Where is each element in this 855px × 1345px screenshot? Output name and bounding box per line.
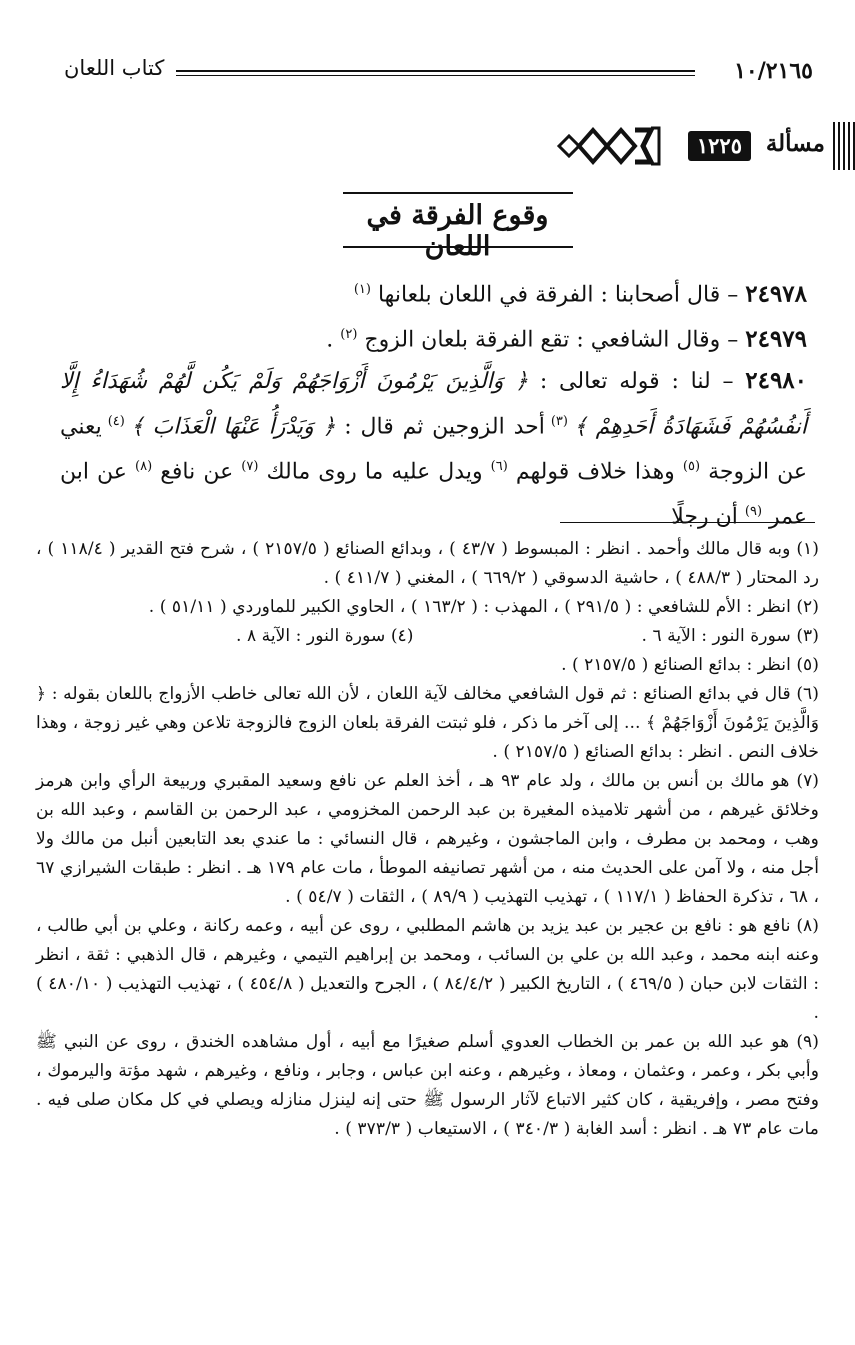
running-header (64, 56, 813, 90)
quran-quote: ﴿ وَيَدْرَأُ عَنْهَا الْعَذَابَ ﴾ (130, 413, 336, 439)
footnote-9: (٩) هو عبد الله بن عمر بن الخطاب العدوي أسلم صغيرًا مع أبيه ، أول مشاهده الخندق ، روى عن النبي ﷺ وأبي بكر ، وعمر ، وعثمان ، ومعاذ ، وغيرهم ، وعنه ابن عباس ، وجابر ، ونافع ، وغيرهم ، شهد مؤتة واليرموك ، وفتح مصر ، وإفريقية ، كان كثير الاتباع لآثار الرسول ﷺ حتى إنه لينزل منازله ويصلي في كل مكان صلى فيه . مات عام ٧٣ هـ . انظر : أسد الغابة ( ٣٤٠/٣ ) ، الاستيعاب ( ٣٧٣/٣ ) . (36, 1032, 819, 1139)
footnotes (36, 535, 819, 1144)
banner-bars-ornament (831, 122, 855, 170)
footnote-8: (٨) نافع هو : نافع بن عجير بن عبد يزيد بن هاشم المطلبي ، روى عن أبيه ، وعمه ركانة ، وعلي بن أبي طالب ، وعنه ابنه محمد ، وعبد الله بن علي بن السائب ، ومحمد بن إبراهيم التيمي ، وغيرهم ، قال الذهبي : ثقة ، انظر : الثقات لابن حبان ( ٤٦٩/٥ ) ، التاريخ الكبير ( ٨٤/٤/٢ ) ، الجرح والتعديل ( ٤٥٤/٨ ) ، تهذيب التهذيب ( ٤٨٠/١٠ ) . (36, 916, 819, 1023)
paragraph-number: ٢٤٩٨٠ (745, 366, 808, 394)
footnote-6: (٦) قال في بدائع الصنائع : ثم قول الشافعي مخالف لآية اللعان ، لأن الله تعالى خاطب الأزواج باللعان بقوله : ﴿ وَالَّذِينَ يَرْمُونَ أَزْوَاجَهُمْ ﴾ ... إلى آخر ما ذكر ، فلو ثبتت الفرقة بلعان الزوج فالزوجة تلاعن وهي غير زوجة ، وهذا خلاف النص . انظر : بدائع الصنائع ( ٢١٥٧/٥ ) . (36, 684, 819, 762)
footnote-3: (٣) سورة النور : الآية ٦ . (641, 626, 819, 646)
paragraph-text: يعني عن الزوجة (60, 413, 808, 485)
paragraph-number: ٢٤٩٧٨ (745, 280, 807, 308)
paragraph-24978 (60, 270, 807, 315)
footnote-ref: (٢) (340, 327, 358, 343)
paragraph-text: ويدل عليه ما روى مالك (258, 459, 491, 485)
page-reference: ١٠/٢١٦٥ (734, 58, 813, 84)
paragraph-text: – وقال الشافعي : تقع الفرقة بلعان الزوج (357, 327, 746, 353)
footnote-ref: (٣) (544, 413, 574, 429)
issue-banner (555, 122, 855, 170)
footnote-ref: (٨) (135, 458, 153, 474)
issue-number: ١٢٢٥ (688, 131, 751, 161)
footnote-ref: (٧) (241, 458, 259, 474)
paragraph-text: عن نافع (152, 459, 242, 485)
section-title: وقوع الفرقة في اللعان (366, 200, 549, 262)
book-title: كتاب اللعان (64, 56, 165, 80)
paragraph-text: – لنا : قوله تعالى : (528, 368, 746, 394)
title-bottom-rule (343, 246, 573, 248)
paragraph-24980 (60, 361, 807, 538)
paragraph-text: عن ابن عمر (60, 459, 807, 530)
title-top-rule (343, 192, 573, 194)
footnote-separator (560, 522, 815, 523)
quran-quote: ﴿ وَالَّذِينَ يَرْمُونَ أَزْوَاجَهُمْ وَلَمْ يَكُن لَّهُمْ شُهَدَاءُ إِلَّا أَنفُسُهُمْ فَشَهَادَةُ أَحَدِهِمْ ﴾ (60, 368, 807, 439)
paragraph-24979 (60, 315, 807, 360)
issue-label: مسألة (765, 130, 825, 157)
paragraph-number: ٢٤٩٧٩ (745, 325, 807, 353)
footnote-1: (١) وبه قال مالك وأحمد . انظر : المبسوط ( ٤٣/٧ ) ، وبدائع الصنائع ( ٢١٥٧/٥ ) ، شرح فتح القدير ( ١١٨/٤ ) ، رد المحتار ( ٤٨٨/٣ ) ، حاشية الدسوقي ( ٦٦٩/٢ ) ، المغني ( ٤١١/٧ ) . (36, 539, 819, 588)
paragraph-text: أن رجلًا (671, 504, 745, 530)
footnote-5: (٥) انظر : بدائع الصنائع ( ٢١٥٧/٥ ) . (561, 655, 819, 675)
footnote-7: (٧) هو مالك بن أنس بن مالك ، ولد عام ٩٣ هـ ، أخذ العلم عن نافع وسعيد المقبري وربيعة الرأي وابن هرمز وخلائق غيرهم ، من أشهر تلاميذه المغيرة بن عبد الرحمن المخزومي ، عبد الرحمن بن القاسم ، وعبد الله بن وهب ، ومحمد بن مطرف ، وابن الماجشون ، وغيرهم ، قال النسائي : ما عندي بعد التابعين أنبل من مالك ولا أجل منه ، ولا آمن على الحديث منه ، من أشهر تصانيفه الموطأ ، مات عام ١٧٩ هـ . انظر : طبقات الشيرازي ٦٧ ، ٦٨ ، تذكرة الحفاظ ( ١١٧/١ ) ، تهذيب التهذيب ( ٨٩/٩ ) ، الثقات ( ٥٤/٧ ) . (36, 771, 820, 907)
paragraph-end: . (326, 327, 341, 353)
banner-knot-ornament (555, 122, 667, 170)
footnote-ref: (٦) (490, 458, 508, 474)
footnote-ref: (١) (353, 282, 371, 297)
footnote-ref: (٤) (101, 413, 131, 429)
main-text (60, 270, 807, 538)
footnote-2: (٢) انظر : الأم للشافعي : ( ٢٩١/٥ ) ، المهذب : ( ١٦٣/٢ ) ، الحاوي الكبير للماوردي ( ٥١/١١ ) . (148, 597, 819, 617)
paragraph-text: – قال أصحابنا : الفرقة في اللعان بلعانها (370, 282, 746, 308)
footnote-row-3-4 (36, 622, 819, 651)
footnote-ref: (٩) (744, 504, 763, 520)
header-rule (176, 70, 695, 76)
footnote-ref: (٥) (682, 458, 701, 474)
paragraph-text: وهذا خلاف قولهم (507, 459, 683, 485)
paragraph-text: أحد الزوجين ثم قال : (335, 413, 545, 439)
footnote-4: (٤) سورة النور : الآية ٨ . (236, 626, 414, 646)
